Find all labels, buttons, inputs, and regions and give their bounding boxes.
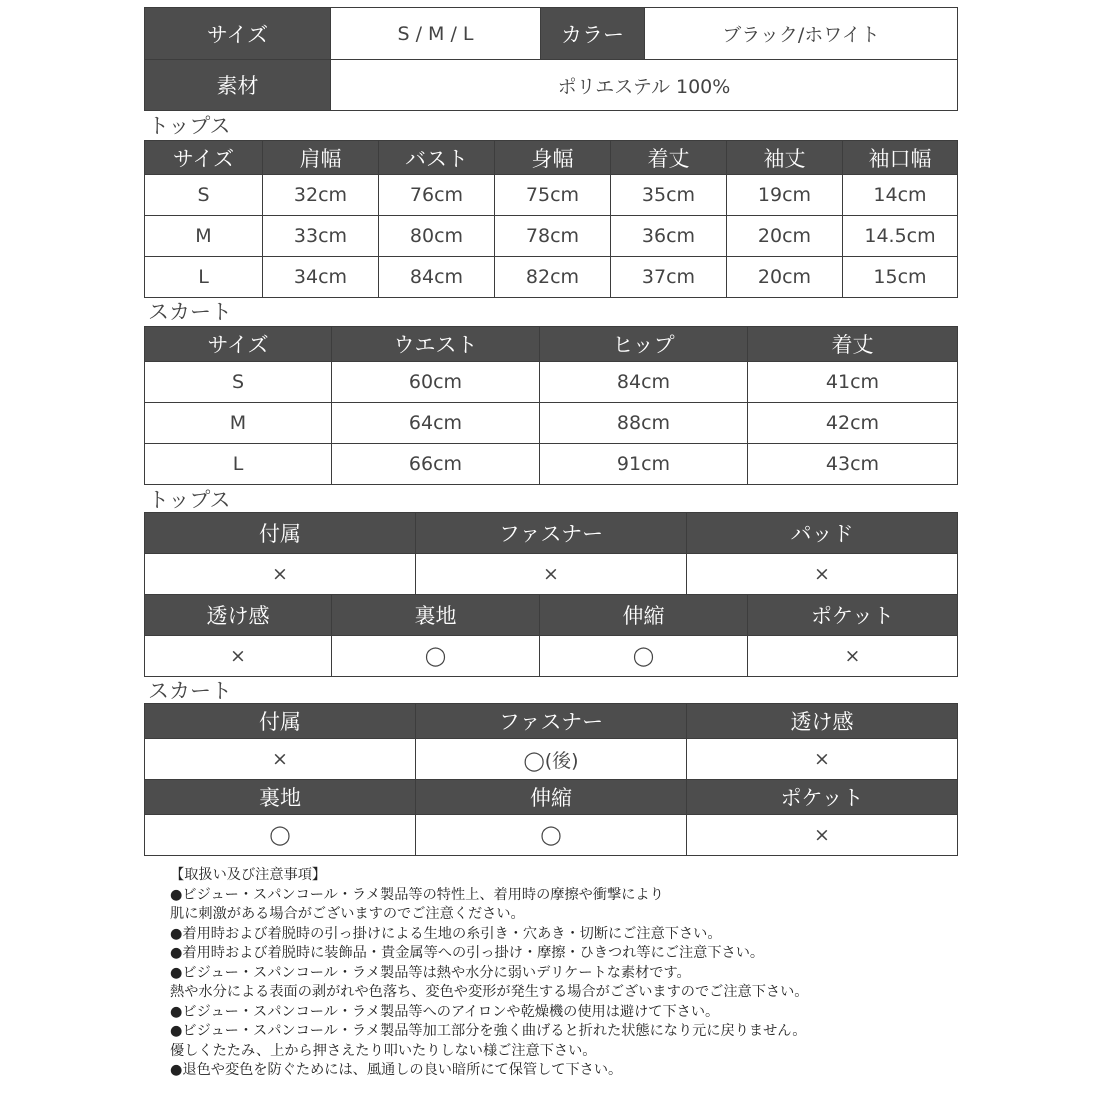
table-cell: 88cm — [540, 403, 748, 444]
skirt-lining-header: 裏地 — [145, 780, 416, 815]
skirt-header-length: 着丈 — [748, 327, 958, 362]
table-cell: 91cm — [540, 444, 748, 485]
table-cell: 80cm — [379, 216, 495, 257]
tops-stretch-value: ◯ — [540, 636, 748, 677]
skirt-pocket-header: ポケット — [687, 780, 958, 815]
table-cell: 35cm — [611, 175, 727, 216]
table-cell: S — [145, 175, 263, 216]
size-value: S / M / L — [331, 8, 541, 60]
tops-header-body-width: 身幅 — [495, 141, 611, 175]
table-cell: 41cm — [748, 362, 958, 403]
note-line: ●着用時および着脱時の引っ掛けによる生地の糸引き・穴あき・切断にご注意下さい。 — [170, 925, 722, 942]
table-row — [145, 403, 958, 444]
table-cell: 32cm — [263, 175, 379, 216]
table-row — [145, 444, 958, 485]
notes-heading: 【取扱い及び注意事項】 — [170, 867, 327, 883]
tops-features-caption: トップス — [148, 488, 231, 512]
note-line: ●着用時および着脱時に装飾品・貴金属等への引っ掛け・摩擦・ひきつれ等にご注意下さい。 — [170, 945, 765, 961]
tops-header-shoulder: 肩幅 — [263, 141, 379, 175]
skirt-size-caption: スカート — [148, 300, 232, 324]
table-cell: 19cm — [727, 175, 843, 216]
table-cell: 82cm — [495, 257, 611, 298]
table-cell: 78cm — [495, 216, 611, 257]
table-cell: 60cm — [332, 362, 540, 403]
table-row — [145, 362, 958, 403]
table-row — [145, 175, 958, 216]
tops-stretch-header: 伸縮 — [540, 595, 748, 636]
skirt-zipper-value: ◯(後) — [416, 739, 687, 780]
table-cell: 64cm — [332, 403, 540, 444]
note-line: 優しくたたみ、上から押さえたり叩いたりしない様ご注意下さい。 — [170, 1042, 597, 1059]
note-line: ●ビジュー・スパンコール・ラメ製品等は熱や水分に弱いデリケートな素材です。 — [170, 964, 691, 981]
table-cell: 75cm — [495, 175, 611, 216]
tops-header-length: 着丈 — [611, 141, 727, 175]
skirt-size-table — [144, 326, 957, 485]
table-row — [145, 216, 958, 257]
skirt-stretch-header: 伸縮 — [416, 780, 687, 815]
table-cell: 20cm — [727, 257, 843, 298]
table-cell: L — [145, 257, 263, 298]
tops-sheer-value: × — [145, 636, 332, 677]
skirt-accessory-header: 付属 — [145, 704, 416, 739]
table-cell: 84cm — [379, 257, 495, 298]
table-cell: M — [145, 403, 332, 444]
table-row — [145, 257, 958, 298]
skirt-features-table — [144, 703, 957, 856]
table-cell: 14.5cm — [843, 216, 958, 257]
skirt-accessory-value: × — [145, 739, 416, 780]
tops-size-table — [144, 140, 957, 298]
table-cell: 15cm — [843, 257, 958, 298]
table-cell: 84cm — [540, 362, 748, 403]
table-cell: 36cm — [611, 216, 727, 257]
table-cell: 43cm — [748, 444, 958, 485]
note-line: 肌に刺激がある場合がございますのでご注意ください。 — [170, 906, 525, 922]
tops-zipper-header: ファスナー — [416, 513, 687, 554]
note-line: 熱や水分による表面の剥がれや色落ち、変色や変形が発生する場合がございますのでご注意下さい。 — [170, 984, 809, 1000]
table-cell: 42cm — [748, 403, 958, 444]
summary-table — [144, 7, 957, 111]
tops-header-bust: バスト — [379, 141, 495, 175]
material-value: ポリエステル 100% — [331, 60, 958, 111]
skirt-sheer-value: × — [687, 739, 958, 780]
tops-pocket-header: ポケット — [748, 595, 958, 636]
note-line: ●ビジュー・スパンコール・ラメ製品等の特性上、着用時の摩擦や衝撃により — [170, 886, 664, 903]
note-line: ●ビジュー・スパンコール・ラメ製品等加工部分を強く曲げると折れた状態になり元に戻りません。 — [170, 1023, 807, 1039]
table-cell: L — [145, 444, 332, 485]
skirt-sheer-header: 透け感 — [687, 704, 958, 739]
skirt-pocket-value: × — [687, 815, 958, 856]
color-value: ブラック/ホワイト — [645, 8, 958, 60]
table-cell: 66cm — [332, 444, 540, 485]
table-cell: M — [145, 216, 263, 257]
skirt-header-size: サイズ — [145, 327, 332, 362]
tops-size-caption: トップス — [148, 114, 231, 138]
table-cell: 33cm — [263, 216, 379, 257]
table-cell: 14cm — [843, 175, 958, 216]
tops-header-sleeve: 袖丈 — [727, 141, 843, 175]
size-label: サイズ — [145, 8, 331, 60]
care-notes — [170, 866, 970, 1081]
note-line: ●退色や変色を防ぐためには、風通しの良い暗所にて保管して下さい。 — [170, 1062, 623, 1078]
tops-features-table-2 — [144, 594, 957, 677]
tops-lining-header: 裏地 — [332, 595, 540, 636]
tops-pad-value: × — [687, 554, 958, 595]
color-label: カラー — [541, 8, 645, 60]
tops-features-table-1 — [144, 512, 957, 595]
tops-accessory-header: 付属 — [145, 513, 416, 554]
table-cell: S — [145, 362, 332, 403]
skirt-stretch-value: ◯ — [416, 815, 687, 856]
tops-zipper-value: × — [416, 554, 687, 595]
skirt-header-hip: ヒップ — [540, 327, 748, 362]
skirt-lining-value: ◯ — [145, 815, 416, 856]
table-cell: 20cm — [727, 216, 843, 257]
skirt-features-caption: スカート — [148, 679, 232, 703]
skirt-zipper-header: ファスナー — [416, 704, 687, 739]
skirt-header-waist: ウエスト — [332, 327, 540, 362]
tops-header-cuff: 袖口幅 — [843, 141, 958, 175]
tops-accessory-value: × — [145, 554, 416, 595]
table-cell: 37cm — [611, 257, 727, 298]
tops-pocket-value: × — [748, 636, 958, 677]
note-line: ●ビジュー・スパンコール・ラメ製品等へのアイロンや乾燥機の使用は避けて下さい。 — [170, 1003, 720, 1020]
table-cell: 76cm — [379, 175, 495, 216]
tops-lining-value: ◯ — [332, 636, 540, 677]
material-label: 素材 — [145, 60, 331, 111]
table-cell: 34cm — [263, 257, 379, 298]
tops-pad-header: パッド — [687, 513, 958, 554]
tops-sheer-header: 透け感 — [145, 595, 332, 636]
tops-header-size: サイズ — [145, 141, 263, 175]
